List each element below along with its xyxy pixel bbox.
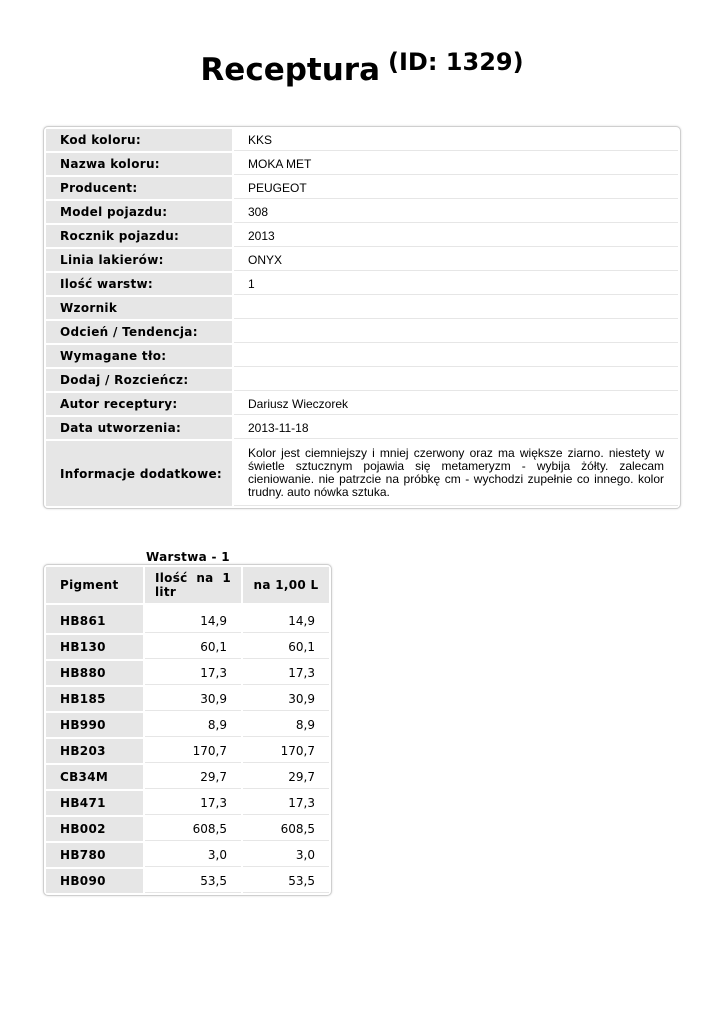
- pigment-qty-per-liter: 17,3: [145, 661, 241, 685]
- table-row: [46, 817, 329, 841]
- pigment-per-amount: 29,7: [243, 765, 329, 789]
- info-value: [234, 345, 678, 367]
- info-value: Dariusz Wieczorek: [234, 393, 678, 415]
- pigment-qty-per-liter: 170,7: [145, 739, 241, 763]
- pigment-qty-per-liter: 60,1: [145, 635, 241, 659]
- recipe-id: (ID: 1329): [388, 48, 524, 76]
- info-label: Wzornik: [46, 297, 232, 319]
- pigment-qty-per-liter: 14,9: [145, 605, 241, 633]
- table-row: [46, 765, 329, 789]
- pigment-per-amount: 53,5: [243, 869, 329, 893]
- pigment-per-amount: 60,1: [243, 635, 329, 659]
- pigment-code: HB130: [46, 635, 143, 659]
- pigment-per-amount: 170,7: [243, 739, 329, 763]
- pigment-per-amount: 17,3: [243, 791, 329, 815]
- info-row: [46, 297, 678, 319]
- column-header-qty-per-liter: Ilość na 1 litr: [145, 567, 241, 603]
- info-label: Odcień / Tendencja:: [46, 321, 232, 343]
- pigment-qty-per-liter: 8,9: [145, 713, 241, 737]
- info-value: [234, 321, 678, 343]
- pigment-per-amount: 30,9: [243, 687, 329, 711]
- info-row-extra: [46, 441, 678, 506]
- column-header-pigment: Pigment: [46, 567, 143, 603]
- pigment-code: HB185: [46, 687, 143, 711]
- pigment-per-amount: 14,9: [243, 605, 329, 633]
- pigment-code: HB203: [46, 739, 143, 763]
- info-label: Producent:: [46, 177, 232, 199]
- table-row: [46, 713, 329, 737]
- info-row: [46, 129, 678, 151]
- table-row: [46, 661, 329, 685]
- pigment-code: HB861: [46, 605, 143, 633]
- info-row: [46, 321, 678, 343]
- info-value: 2013: [234, 225, 678, 247]
- info-label: Ilość warstw:: [46, 273, 232, 295]
- pigment-per-amount: 8,9: [243, 713, 329, 737]
- info-label: Wymagane tło:: [46, 345, 232, 367]
- info-label: Linia lakierów:: [46, 249, 232, 271]
- info-row: [46, 177, 678, 199]
- info-row: [46, 417, 678, 439]
- info-row: [46, 393, 678, 415]
- info-row: [46, 345, 678, 367]
- pigment-per-amount: 608,5: [243, 817, 329, 841]
- layer-title: Warstwa - 1: [146, 550, 230, 564]
- table-row: [46, 739, 329, 763]
- info-label: Model pojazdu:: [46, 201, 232, 223]
- table-row: [46, 843, 329, 867]
- info-value: KKS: [234, 129, 678, 151]
- pigment-code: CB34M: [46, 765, 143, 789]
- info-value: 2013-11-18: [234, 417, 678, 439]
- info-label: Kod koloru:: [46, 129, 232, 151]
- recipe-title: Receptura: [200, 52, 381, 88]
- pigment-code: HB471: [46, 791, 143, 815]
- recipe-info-table: [44, 127, 680, 508]
- info-row: [46, 225, 678, 247]
- pigment-code: HB002: [46, 817, 143, 841]
- info-row: [46, 369, 678, 391]
- recipe-info-panel: [43, 126, 681, 509]
- table-row: [46, 687, 329, 711]
- info-value: 308: [234, 201, 678, 223]
- pigment-per-amount: 3,0: [243, 843, 329, 867]
- info-label: Nazwa koloru:: [46, 153, 232, 175]
- pigment-table: [44, 565, 331, 895]
- info-row: [46, 153, 678, 175]
- pigment-code: HB780: [46, 843, 143, 867]
- pigment-qty-per-liter: 608,5: [145, 817, 241, 841]
- pigment-panel: [43, 564, 332, 896]
- pigment-qty-per-liter: 53,5: [145, 869, 241, 893]
- pigment-code: HB090: [46, 869, 143, 893]
- info-value: PEUGEOT: [234, 177, 678, 199]
- additional-info-text: Kolor jest ciemniejszy i mniej czerwony oraz ma większe ziarno. niestety w świetle sztucznym pojawia się metameryzm - wybija żółty. zalecam cieniowanie. nie patrzcie na próbkę cm - wychodzi zupełnie co innego. kolor trudny. auto nówka sztuka.: [234, 441, 678, 506]
- pigment-per-amount: 17,3: [243, 661, 329, 685]
- pigment-table-header: [46, 567, 329, 603]
- pigment-qty-per-liter: 3,0: [145, 843, 241, 867]
- table-row: [46, 605, 329, 633]
- info-row: [46, 201, 678, 223]
- table-row: [46, 635, 329, 659]
- pigment-qty-per-liter: 17,3: [145, 791, 241, 815]
- table-row: [46, 869, 329, 893]
- info-value: MOKA MET: [234, 153, 678, 175]
- info-label: Informacje dodatkowe:: [46, 441, 232, 506]
- pigment-qty-per-liter: 29,7: [145, 765, 241, 789]
- page-title: [0, 48, 724, 88]
- info-row: [46, 273, 678, 295]
- info-value: 1: [234, 273, 678, 295]
- pigment-code: HB880: [46, 661, 143, 685]
- info-label: Rocznik pojazdu:: [46, 225, 232, 247]
- pigment-code: HB990: [46, 713, 143, 737]
- info-label: Autor receptury:: [46, 393, 232, 415]
- info-label: Data utworzenia:: [46, 417, 232, 439]
- info-value: [234, 297, 678, 319]
- info-value: [234, 369, 678, 391]
- info-value: ONYX: [234, 249, 678, 271]
- info-label: Dodaj / Rozcieńcz:: [46, 369, 232, 391]
- info-row: [46, 249, 678, 271]
- column-header-per-amount: na 1,00 L: [243, 567, 329, 603]
- table-row: [46, 791, 329, 815]
- pigment-qty-per-liter: 30,9: [145, 687, 241, 711]
